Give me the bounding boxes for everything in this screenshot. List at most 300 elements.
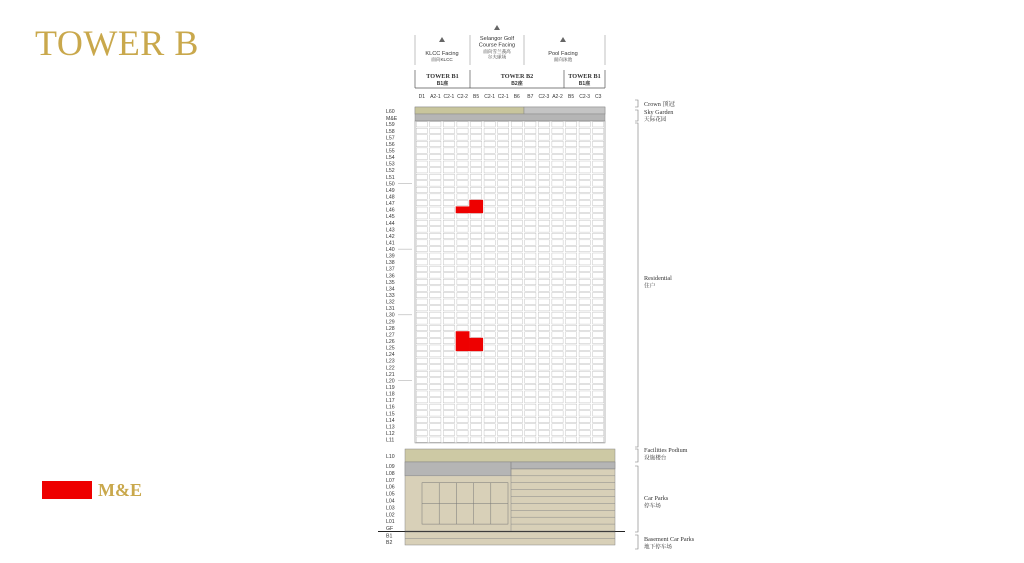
unit-cell [525, 299, 536, 304]
unit-cell [525, 168, 536, 173]
unit-cell [525, 424, 536, 429]
unit-cell [430, 273, 441, 278]
unit-cell [443, 227, 454, 232]
unit-cell [593, 424, 604, 429]
facing-label: Pool Facing [548, 51, 578, 57]
unit-cell [443, 240, 454, 245]
unit-cell [593, 273, 604, 278]
unit-cell [470, 260, 481, 265]
unit-cell [443, 220, 454, 225]
unit-cell [552, 174, 563, 179]
unit-cell [484, 253, 495, 258]
unit-cell [484, 299, 495, 304]
unit-cell [579, 411, 590, 416]
zone-label-cn: 设施楼台 [644, 455, 667, 462]
unit-cell [525, 430, 536, 435]
unit-cell [593, 128, 604, 133]
unit-cell [430, 148, 441, 153]
unit-cell [430, 220, 441, 225]
unit-cell [525, 345, 536, 350]
zone-label: Crown 顶冠 [644, 101, 675, 108]
unit-cell [565, 154, 576, 159]
unit-cell [498, 279, 509, 284]
unit-cell [443, 384, 454, 389]
unit-cell [484, 240, 495, 245]
floor-label: B1 [386, 533, 393, 540]
unit-cell [416, 358, 427, 363]
tower-group-label: TOWER B1 [426, 73, 459, 80]
floor-label: L45 [386, 214, 395, 221]
unit-cell [552, 424, 563, 429]
unit-cell [430, 233, 441, 238]
unit-cell [484, 417, 495, 422]
unit-cell [416, 319, 427, 324]
unit-cell [593, 200, 604, 205]
floor-label: L54 [386, 155, 395, 162]
unit-cell [511, 312, 522, 317]
unit-cell [525, 161, 536, 166]
floor-label: B2 [386, 540, 393, 546]
unit-cell [498, 122, 509, 127]
unit-cell [525, 371, 536, 376]
unit-cell [538, 148, 549, 153]
unit-cell [511, 378, 522, 383]
unit-cell [565, 424, 576, 429]
unit-cell [511, 365, 522, 370]
unit-cell [552, 253, 563, 258]
unit-cell [538, 384, 549, 389]
unit-cell [457, 391, 468, 396]
unit-cell [511, 154, 522, 159]
facing-arrow-icon [494, 25, 500, 30]
unit-cell [525, 135, 536, 140]
unit-column-label: C2-3 [538, 94, 550, 100]
unit-cell [525, 253, 536, 258]
unit-cell [579, 227, 590, 232]
unit-cell [525, 128, 536, 133]
legend-label-me: M&E [98, 480, 142, 500]
facing-label: Course Facing [478, 42, 516, 49]
unit-cell [443, 141, 454, 146]
unit-cell [538, 411, 549, 416]
unit-cell [416, 345, 427, 350]
unit-cell [498, 174, 509, 179]
unit-cell [498, 135, 509, 140]
unit-cell [484, 220, 495, 225]
unit-cell [538, 200, 549, 205]
unit-cell [538, 233, 549, 238]
unit-cell [593, 358, 604, 363]
unit-cell [552, 371, 563, 376]
unit-cell [457, 424, 468, 429]
unit-cell [525, 325, 536, 330]
unit-cell [552, 161, 563, 166]
unit-cell [470, 332, 481, 337]
unit-cell [470, 266, 481, 271]
unit-cell [538, 338, 549, 343]
unit-cell [565, 404, 576, 409]
unit-cell [484, 312, 495, 317]
unit-cell [484, 332, 495, 337]
zone-bracket-crown [635, 100, 638, 107]
unit-cell [538, 122, 549, 127]
unit-cell [538, 299, 549, 304]
unit-cell [525, 398, 536, 403]
unit-cell [593, 371, 604, 376]
unit-cell [565, 207, 576, 212]
unit-cell [443, 128, 454, 133]
unit-cell [579, 378, 590, 383]
unit-cell [511, 168, 522, 173]
unit-cell [484, 227, 495, 232]
floor-label: L51 [386, 174, 395, 181]
unit-cell [443, 312, 454, 317]
unit-column-label: C3 [595, 94, 602, 100]
unit-cell [593, 391, 604, 396]
zone-label: Basement Car Parks [644, 536, 695, 543]
unit-cell [552, 286, 563, 291]
unit-cell [538, 168, 549, 173]
unit-cell [457, 240, 468, 245]
unit-cell [430, 312, 441, 317]
unit-cell [443, 437, 454, 442]
unit-cell [484, 384, 495, 389]
me-unit [456, 331, 470, 338]
unit-cell [457, 233, 468, 238]
unit-cell [593, 430, 604, 435]
unit-cell [498, 319, 509, 324]
unit-cell [430, 332, 441, 337]
unit-cell [416, 371, 427, 376]
unit-cell [416, 384, 427, 389]
unit-cell [484, 437, 495, 442]
unit-column-label: C2-1 [443, 94, 455, 100]
unit-cell [593, 345, 604, 350]
unit-cell [498, 371, 509, 376]
unit-cell [416, 325, 427, 330]
floor-label: L42 [386, 233, 395, 240]
unit-cell [498, 181, 509, 186]
me-unit [456, 338, 470, 345]
unit-cell [498, 214, 509, 219]
unit-cell [430, 253, 441, 258]
unit-cell [416, 227, 427, 232]
facing-arrow-icon [439, 37, 445, 42]
unit-cell [511, 187, 522, 192]
me-unit [469, 344, 483, 351]
unit-cell [579, 181, 590, 186]
unit-cell [430, 154, 441, 159]
unit-cell [552, 437, 563, 442]
unit-cell [538, 404, 549, 409]
unit-cell [552, 128, 563, 133]
unit-cell [457, 273, 468, 278]
floor-label: L29 [386, 319, 395, 326]
unit-cell [552, 233, 563, 238]
unit-cell [443, 424, 454, 429]
unit-column-label: B7 [527, 94, 534, 100]
floor-label: L05 [386, 491, 395, 498]
unit-cell [443, 214, 454, 219]
unit-cell [498, 286, 509, 291]
unit-cell [484, 266, 495, 271]
unit-cell [593, 325, 604, 330]
unit-cell [511, 319, 522, 324]
unit-cell [511, 358, 522, 363]
unit-cell [470, 154, 481, 159]
unit-cell [579, 404, 590, 409]
unit-cell [525, 279, 536, 284]
unit-cell [430, 286, 441, 291]
unit-cell [552, 266, 563, 271]
unit-cell [498, 292, 509, 297]
unit-cell [457, 194, 468, 199]
unit-cell [593, 260, 604, 265]
unit-cell [470, 161, 481, 166]
unit-cell [525, 187, 536, 192]
unit-cell [565, 273, 576, 278]
zone-label: Residential [644, 275, 672, 282]
unit-cell [470, 181, 481, 186]
unit-cell [579, 365, 590, 370]
unit-cell [443, 187, 454, 192]
unit-cell [538, 437, 549, 442]
unit-cell [498, 148, 509, 153]
facing-arrow-icon [560, 37, 566, 42]
unit-cell [525, 266, 536, 271]
unit-cell [470, 141, 481, 146]
unit-column-label: B6 [513, 94, 520, 100]
unit-cell [511, 332, 522, 337]
unit-cell [430, 128, 441, 133]
unit-cell [416, 286, 427, 291]
unit-cell [579, 345, 590, 350]
unit-cell [579, 312, 590, 317]
unit-cell [593, 187, 604, 192]
unit-cell [565, 128, 576, 133]
unit-cell [593, 154, 604, 159]
unit-cell [470, 325, 481, 330]
unit-cell [443, 319, 454, 324]
unit-cell [511, 286, 522, 291]
unit-cell [443, 260, 454, 265]
unit-cell [443, 200, 454, 205]
unit-cell [525, 122, 536, 127]
unit-cell [579, 299, 590, 304]
unit-cell [579, 194, 590, 199]
floor-label: L21 [386, 371, 395, 378]
unit-cell [538, 430, 549, 435]
zone-bracket-residential [635, 123, 638, 447]
unit-cell [498, 260, 509, 265]
unit-cell [416, 233, 427, 238]
unit-cell [579, 398, 590, 403]
unit-cell [579, 391, 590, 396]
unit-cell [470, 352, 481, 357]
unit-cell [498, 325, 509, 330]
unit-cell [416, 161, 427, 166]
floor-label: L39 [386, 253, 395, 260]
unit-cell [511, 240, 522, 245]
unit-cell [470, 404, 481, 409]
unit-cell [416, 253, 427, 258]
unit-column-label: B5 [473, 94, 480, 100]
unit-cell [552, 214, 563, 219]
unit-cell [565, 168, 576, 173]
unit-cell [552, 122, 563, 127]
unit-cell [484, 187, 495, 192]
unit-cell [552, 338, 563, 343]
unit-cell [552, 312, 563, 317]
car-park-gray-left [405, 462, 511, 476]
unit-cell [498, 417, 509, 422]
unit-cell [579, 154, 590, 159]
unit-cell [430, 404, 441, 409]
unit-cell [593, 378, 604, 383]
unit-cell [470, 306, 481, 311]
unit-cell [538, 141, 549, 146]
zone-bracket-sky-garden [635, 110, 638, 121]
unit-column-label: D1 [418, 94, 425, 100]
unit-cell [484, 273, 495, 278]
unit-cell [538, 266, 549, 271]
unit-cell [525, 260, 536, 265]
unit-cell [511, 338, 522, 343]
unit-cell [525, 292, 536, 297]
unit-cell [565, 181, 576, 186]
unit-cell [511, 292, 522, 297]
unit-cell [511, 345, 522, 350]
page-title: TOWER B [35, 23, 199, 63]
unit-cell [484, 286, 495, 291]
unit-cell [457, 286, 468, 291]
unit-cell [511, 325, 522, 330]
unit-cell [511, 404, 522, 409]
unit-cell [457, 187, 468, 192]
unit-cell [484, 371, 495, 376]
zone-label-cn: 天际花园 [644, 117, 667, 123]
unit-cell [484, 207, 495, 212]
unit-cell [525, 384, 536, 389]
unit-cell [565, 240, 576, 245]
unit-cell [525, 338, 536, 343]
unit-cell [443, 233, 454, 238]
zone-bracket-basement [635, 535, 638, 549]
unit-cell [498, 430, 509, 435]
crown-block [415, 107, 524, 114]
unit-cell [457, 312, 468, 317]
unit-cell [593, 384, 604, 389]
floor-label: L22 [386, 365, 395, 372]
unit-cell [484, 148, 495, 153]
unit-cell [430, 279, 441, 284]
unit-cell [565, 352, 576, 357]
unit-cell [430, 371, 441, 376]
unit-cell [443, 286, 454, 291]
unit-cell [498, 338, 509, 343]
unit-cell [593, 312, 604, 317]
unit-cell [484, 404, 495, 409]
unit-cell [565, 430, 576, 435]
unit-cell [579, 135, 590, 140]
unit-cell [579, 122, 590, 127]
floor-label: L03 [386, 505, 395, 512]
unit-cell [498, 365, 509, 370]
unit-cell [538, 352, 549, 357]
unit-cell [552, 181, 563, 186]
unit-cell [443, 174, 454, 179]
unit-cell [593, 214, 604, 219]
facing-label-cn: 面向KLCC [431, 57, 453, 62]
unit-cell [416, 411, 427, 416]
floor-label: L04 [386, 498, 395, 505]
unit-cell [416, 279, 427, 284]
unit-cell [416, 338, 427, 343]
unit-cell [525, 391, 536, 396]
unit-cell [416, 122, 427, 127]
unit-cell [593, 306, 604, 311]
unit-cell [457, 325, 468, 330]
floor-label: L25 [386, 345, 395, 352]
unit-cell [511, 135, 522, 140]
unit-cell [470, 358, 481, 363]
unit-cell [443, 135, 454, 140]
unit-cell [443, 253, 454, 258]
unit-cell [443, 352, 454, 357]
unit-cell [443, 246, 454, 251]
unit-cell [525, 233, 536, 238]
unit-cell [538, 253, 549, 258]
unit-cell [565, 233, 576, 238]
me-unit [456, 206, 470, 213]
floor-label: L52 [386, 168, 395, 175]
unit-cell [593, 194, 604, 199]
unit-cell [565, 122, 576, 127]
unit-cell [430, 437, 441, 442]
unit-cell [443, 306, 454, 311]
unit-cell [511, 306, 522, 311]
unit-cell [443, 181, 454, 186]
unit-cell [457, 148, 468, 153]
unit-cell [579, 279, 590, 284]
unit-cell [565, 200, 576, 205]
unit-cell [457, 181, 468, 186]
unit-cell [593, 253, 604, 258]
unit-cell [470, 384, 481, 389]
unit-cell [511, 384, 522, 389]
unit-cell [416, 260, 427, 265]
unit-cell [593, 148, 604, 153]
unit-cell [498, 306, 509, 311]
unit-cell [538, 207, 549, 212]
unit-cell [430, 174, 441, 179]
unit-cell [430, 430, 441, 435]
unit-cell [443, 325, 454, 330]
unit-cell [579, 358, 590, 363]
unit-cell [579, 214, 590, 219]
unit-cell [470, 365, 481, 370]
unit-cell [416, 312, 427, 317]
unit-cell [443, 292, 454, 297]
unit-cell [430, 181, 441, 186]
unit-cell [484, 411, 495, 416]
unit-cell [443, 161, 454, 166]
unit-cell [511, 411, 522, 416]
floor-label: L27 [386, 332, 395, 339]
unit-cell [565, 306, 576, 311]
unit-cell [538, 181, 549, 186]
unit-cell [538, 345, 549, 350]
